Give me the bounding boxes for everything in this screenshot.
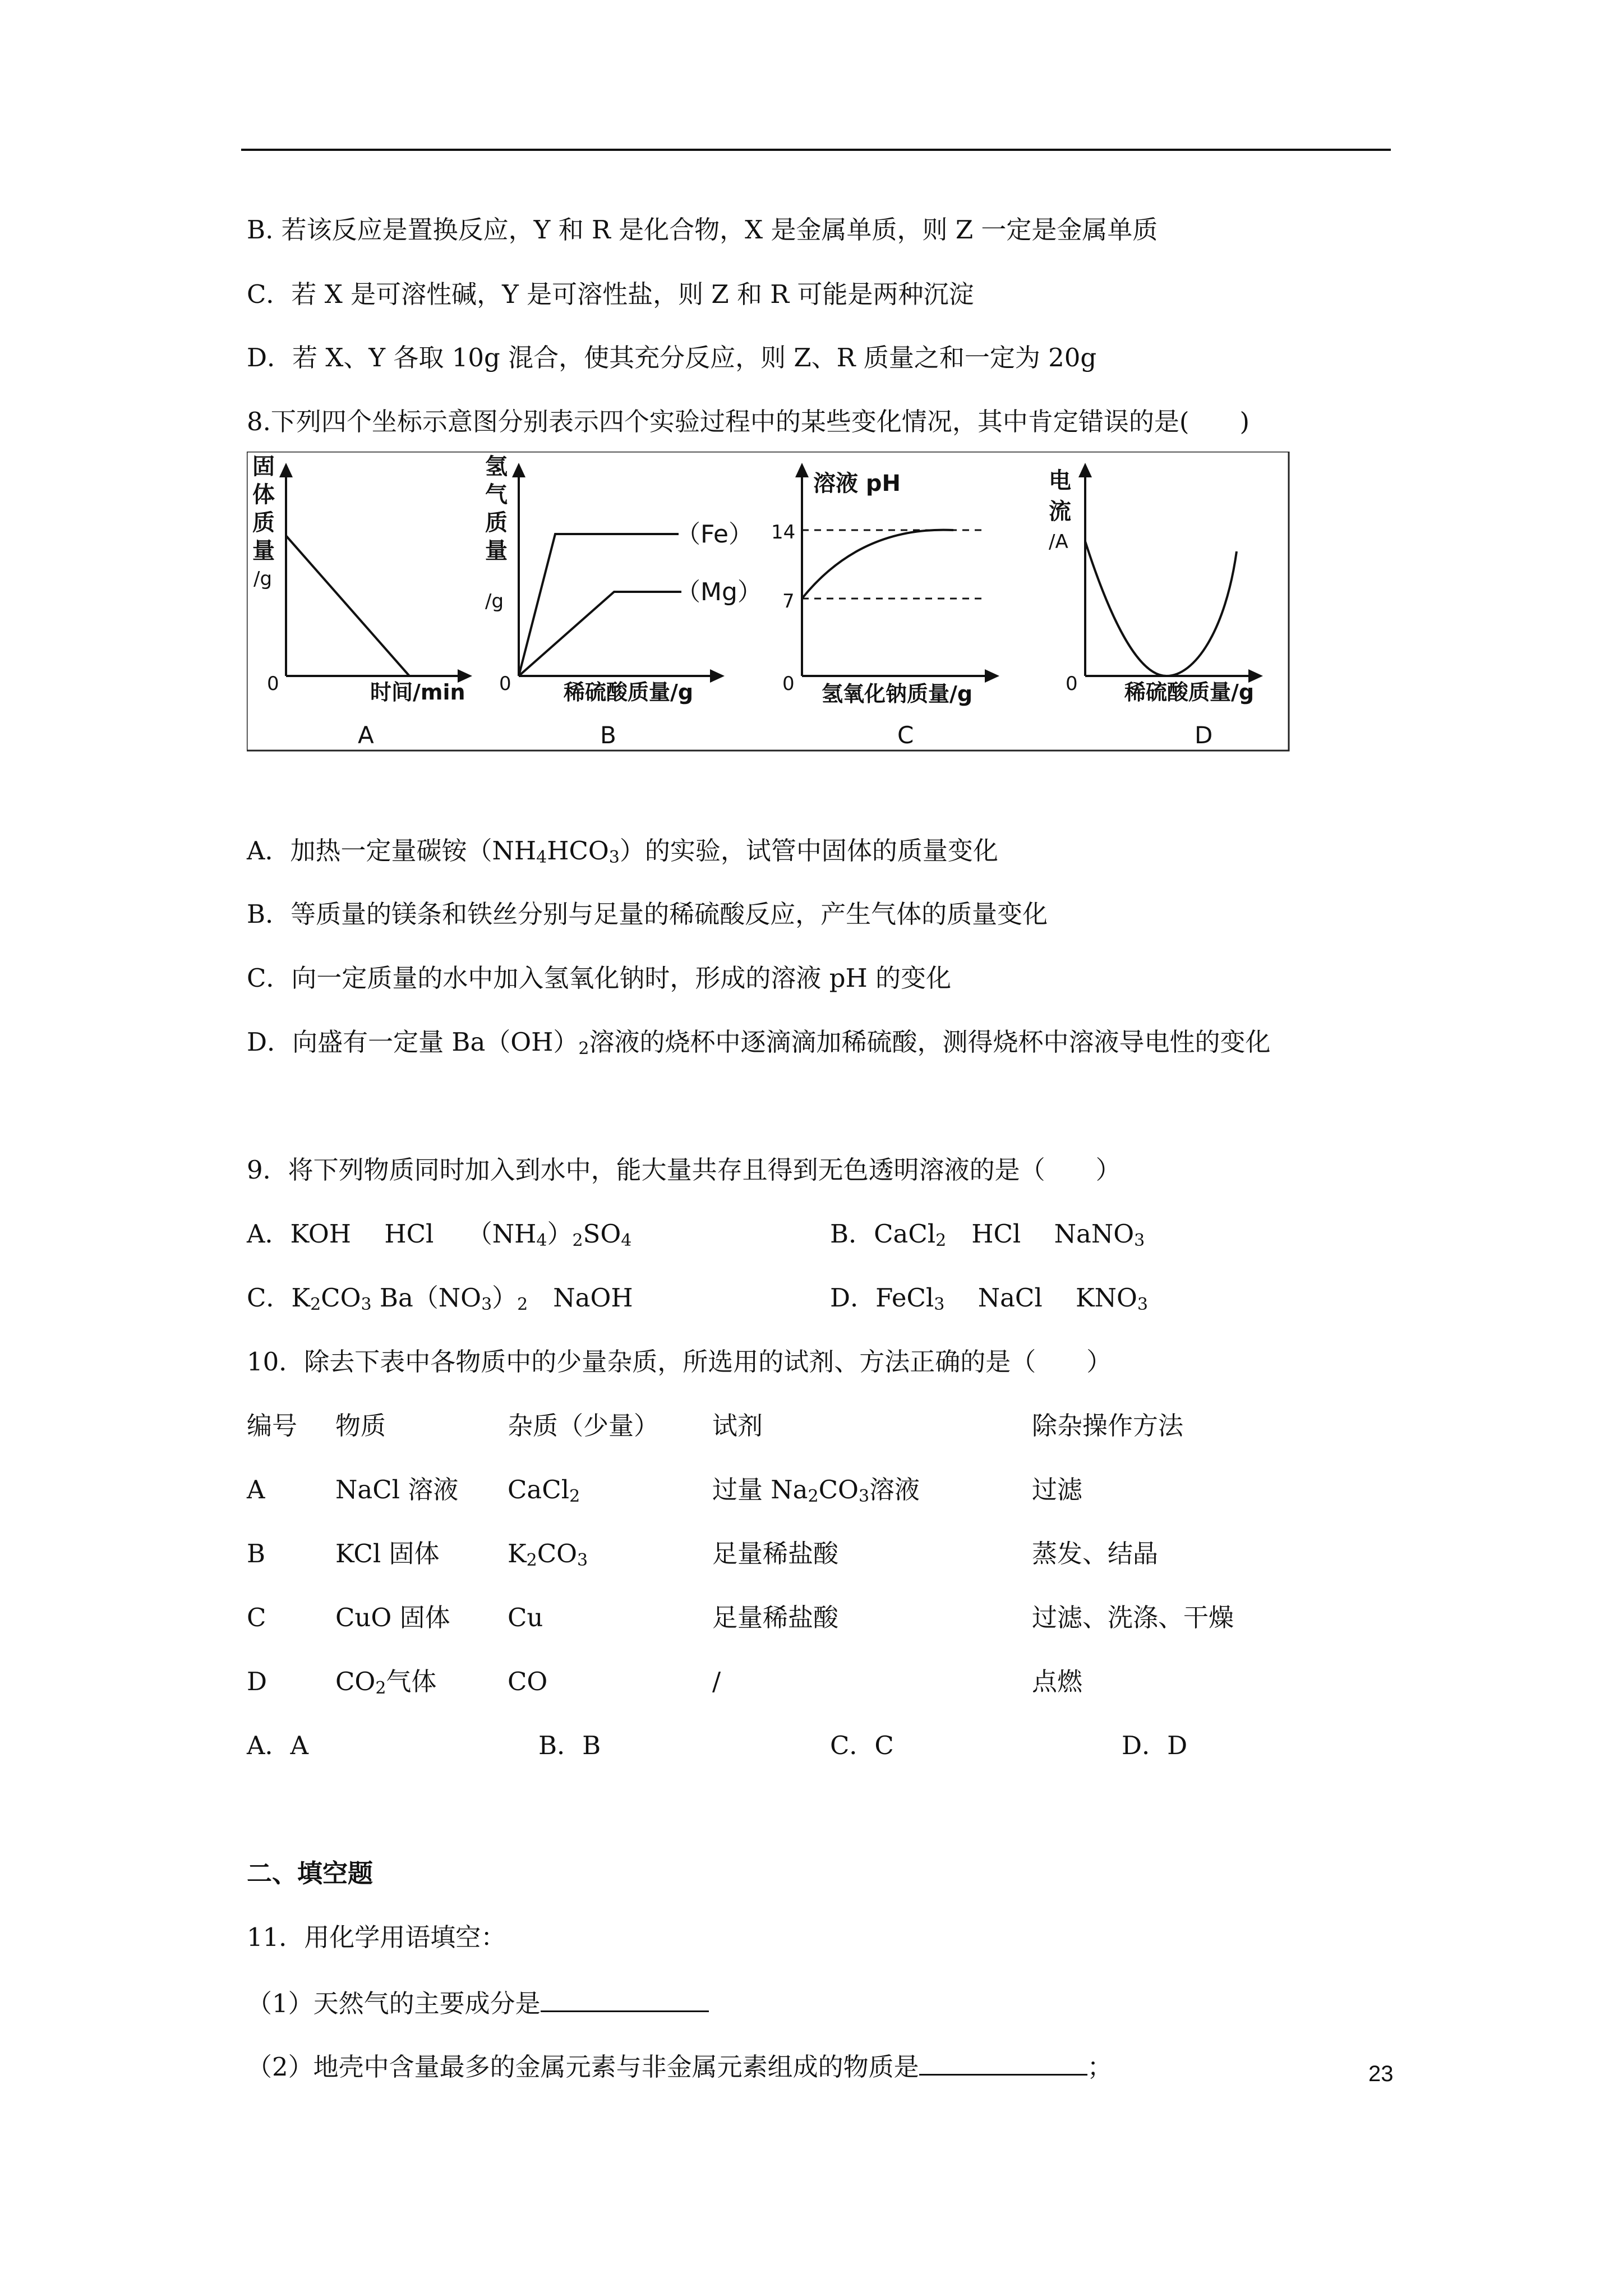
q11-part-2-end: ； [1087, 2052, 1113, 2082]
graph-c-caption: C [897, 721, 914, 749]
graph-a-ylabel-4: 量 [252, 538, 275, 564]
q10-row-b-method: 蒸发、结晶 [1032, 1539, 1159, 1568]
graph-c-tick-14: 14 [771, 521, 796, 544]
graph-c-xlabel: 氢氧化钠质量/g [822, 682, 973, 706]
graph-a-line [286, 536, 409, 676]
q8-d-text-2: 溶液的烧杯中逐滴滴加稀硫酸，测得烧杯中溶液导电性的变化 [589, 1027, 1271, 1057]
q10-a-rea-1: 过量 Na [712, 1475, 808, 1504]
q8-a-text-3: ）的实验，试管中固体的质量变化 [619, 836, 998, 866]
q9-option-b [830, 1217, 1145, 1258]
q10-a-rea-2: CO [818, 1475, 859, 1504]
q9-stem: 9．将下列物质同时加入到水中，能大量共存且得到无色透明溶液的是（ ） [247, 1155, 1121, 1185]
q10-b-imp-s: 2 [526, 1550, 537, 1570]
graph-b-y-arrow [512, 463, 525, 477]
q9-c-s3: 3 [481, 1295, 492, 1314]
q8-option-b: B．等质量的镁条和铁丝分别与足量的稀硫酸反应，产生气体的质量变化 [247, 899, 1048, 929]
q8-d-text-1: D．向盛有一定量 Ba（OH） [247, 1027, 579, 1057]
graph-d-origin: 0 [1066, 673, 1078, 695]
graph-b-ylabel-2: 气 [485, 482, 508, 508]
graph-b-fe-label: （Fe） [676, 520, 753, 549]
q10-row-a-method: 过滤 [1032, 1475, 1083, 1504]
graph-a-xlabel: 时间/min [370, 680, 465, 705]
graph-c-y-arrow [795, 463, 809, 477]
q9-c-5: NaOH [528, 1283, 633, 1313]
q10-row-c-substance: CuO 固体 [335, 1603, 450, 1632]
q9-a-3: SO [583, 1219, 621, 1249]
q10-a-imp-1: CaCl [508, 1475, 570, 1504]
graph-a-yunit: /g [253, 568, 273, 590]
q9-a-2: ） [547, 1219, 573, 1249]
q9-d-s2: 3 [1137, 1295, 1149, 1314]
q10-option-b: B．B [538, 1731, 601, 1760]
graph-c-curve [802, 530, 953, 599]
graph-b-origin: 0 [499, 673, 511, 695]
graph-d-xlabel: 稀硫酸质量/g [1124, 680, 1255, 705]
graph-a-ylabel-3: 质 [252, 510, 275, 536]
q10-row-b-substance: KCl 固体 [335, 1539, 440, 1568]
graph-b-mg-line [519, 592, 681, 676]
q9-d-2: NaCl KNO [944, 1283, 1137, 1313]
q10-option-d: D．D [1122, 1731, 1188, 1760]
q10-d-sub-1: CO [335, 1667, 376, 1696]
q11-part-2-text: （2）地壳中含量最多的金属元素与非金属元素组成的物质是 [247, 2052, 919, 2082]
q8-option-a [247, 834, 998, 875]
q8-a-sub-1: 4 [536, 848, 547, 867]
q10-row-d-substance [335, 1665, 436, 1705]
q9-option-c [247, 1281, 633, 1322]
q9-d-s1: 3 [934, 1295, 945, 1314]
q10-a-rea-s1: 2 [808, 1487, 819, 1506]
q10-row-c-impurity: Cu [508, 1603, 543, 1632]
q10-option-a: A．A [247, 1731, 308, 1760]
graph-a-ylabel-1: 固 [252, 454, 275, 480]
q10-row-b-reagent: 足量稀盐酸 [712, 1539, 839, 1568]
graph-c-tick-7: 7 [782, 590, 795, 613]
q10-row-b-id: B [247, 1539, 266, 1568]
q9-b-1: B．CaCl [830, 1219, 936, 1249]
graph-b-mg-label: （Mg） [676, 578, 762, 606]
graph-d-ylabel-1: 电 [1049, 468, 1071, 494]
q9-c-4: ） [492, 1283, 518, 1313]
q9-c-s4: 2 [517, 1295, 528, 1314]
page-number: 23 [1368, 2062, 1394, 2086]
header-rule [241, 149, 1391, 151]
figure-border [247, 452, 1289, 751]
q9-c-s2: 3 [361, 1295, 372, 1314]
q10-stem: 10．除去下表中各物质中的少量杂质，所选用的试剂、方法正确的是（ ） [247, 1347, 1112, 1377]
q10-row-a-id: A [247, 1475, 265, 1504]
q9-b-2: HCl NaNO [946, 1219, 1135, 1249]
graph-b-xlabel: 稀硫酸质量/g [564, 680, 694, 705]
q10-option-c: C．C [830, 1731, 894, 1760]
graph-d-caption: D [1195, 721, 1213, 749]
q10-b-imp-2: CO [537, 1539, 578, 1568]
q7-option-c: C．若 X 是可溶性碱，Y 是可溶性盐，则 Z 和 R 可能是两种沉淀 [247, 279, 974, 309]
q10-header-method: 除杂操作方法 [1032, 1411, 1184, 1441]
q9-c-2: CO [321, 1283, 361, 1313]
q8-option-c: C．向一定质量的水中加入氢氧化钠时，形成的溶液 pH 的变化 [247, 963, 952, 993]
q9-c-s1: 2 [310, 1295, 321, 1314]
q10-row-d-impurity: CO [508, 1667, 548, 1696]
q9-c-3: Ba（NO [371, 1283, 482, 1313]
q10-row-a-substance: NaCl 溶液 [335, 1475, 459, 1504]
section-2-heading: 二、填空题 [247, 1858, 374, 1888]
q10-row-a-reagent [712, 1473, 920, 1513]
q7-option-b: B. 若该反应是置换反应，Y 和 R 是化合物，X 是金属单质，则 Z 一定是金属单质 [247, 215, 1158, 245]
q9-a-s2: 2 [572, 1231, 583, 1250]
graph-b-yunit: /g [485, 590, 504, 613]
q10-a-imp-s: 2 [569, 1487, 580, 1506]
q8-a-sub-2: 3 [608, 848, 620, 867]
graph-c-x-arrow [985, 669, 999, 683]
q10-header-id: 编号 [247, 1411, 298, 1441]
graph-b [485, 454, 762, 749]
q10-row-d-reagent: / [712, 1667, 721, 1696]
graph-b-ylabel-4: 量 [485, 538, 508, 564]
graph-c [771, 463, 999, 749]
q11-part-1 [247, 1985, 709, 2021]
q10-row-d-id: D [247, 1667, 268, 1696]
graph-c-ylabel: 溶液 pH [813, 471, 901, 496]
q11-part-1-blank[interactable] [541, 1985, 709, 2012]
q10-row-b-impurity [508, 1537, 588, 1577]
q8-a-text-1: A．加热一定量碳铵（NH [247, 836, 537, 866]
q10-row-d-method: 点燃 [1032, 1667, 1083, 1696]
graph-b-x-arrow [710, 669, 725, 683]
graph-d-y-arrow [1078, 463, 1092, 477]
q11-stem: 11．用化学用语填空： [247, 1922, 506, 1952]
q10-a-rea-s2: 3 [858, 1487, 870, 1506]
q10-d-sub-2: 气体 [386, 1667, 437, 1696]
q9-c-1: C．K [247, 1283, 311, 1313]
q10-a-rea-3: 溶液 [869, 1475, 920, 1504]
q10-row-c-id: C [247, 1603, 266, 1632]
q8-option-d [247, 1025, 1271, 1066]
graph-a [252, 454, 472, 749]
graph-b-ylabel-1: 氢 [485, 454, 508, 480]
q10-row-c-method: 过滤、洗涤、干燥 [1032, 1603, 1234, 1632]
graph-a-y-arrow [279, 463, 293, 477]
q9-b-s1: 2 [935, 1231, 947, 1250]
graph-d-ylabel-2: 流 [1049, 499, 1071, 524]
q10-row-c-reagent: 足量稀盐酸 [712, 1603, 839, 1632]
q9-b-s2: 3 [1134, 1231, 1145, 1250]
q7-option-d: D．若 X、Y 各取 10g 混合，使其充分反应，则 Z、R 质量之和一定为 20g [247, 343, 1097, 372]
q11-part-1-text: （1）天然气的主要成分是 [247, 1989, 541, 2018]
q10-row-a-impurity [508, 1473, 580, 1513]
q11-part-2 [247, 2048, 1113, 2084]
q9-a-s3: 4 [621, 1231, 632, 1250]
q10-header-impurity: 杂质（少量） [508, 1411, 660, 1441]
q10-header-substance: 物质 [335, 1411, 386, 1441]
graph-a-caption: A [358, 721, 374, 749]
q9-a-1: A．KOH HCl （NH [247, 1219, 537, 1249]
q10-b-imp-s2: 3 [577, 1550, 588, 1570]
q9-a-s1: 4 [536, 1231, 547, 1250]
graph-d-curve [1085, 541, 1237, 676]
q8-d-sub: 2 [578, 1039, 589, 1059]
q8-a-text-2: HCO [547, 836, 609, 866]
graph-c-origin: 0 [782, 673, 795, 695]
q9-option-d [830, 1281, 1148, 1322]
graph-d-yunit: /A [1049, 531, 1068, 553]
q10-b-imp-1: K [508, 1539, 527, 1568]
q11-part-2-blank[interactable] [919, 2048, 1087, 2076]
q9-d-1: D．FeCl [830, 1283, 934, 1313]
q10-d-sub-s: 2 [375, 1678, 386, 1698]
graph-d [1049, 463, 1263, 749]
q8-stem: 8.下列四个坐标示意图分别表示四个实验过程中的某些变化情况，其中肯定错误的是( ) [247, 407, 1250, 436]
graph-b-caption: B [600, 721, 616, 749]
q9-option-a [247, 1217, 631, 1258]
q10-header-reagent: 试剂 [712, 1411, 763, 1441]
graph-a-ylabel-2: 体 [252, 482, 275, 508]
graph-b-ylabel-3: 质 [485, 510, 508, 536]
graph-a-origin: 0 [267, 673, 279, 695]
q8-figure [247, 452, 1290, 754]
